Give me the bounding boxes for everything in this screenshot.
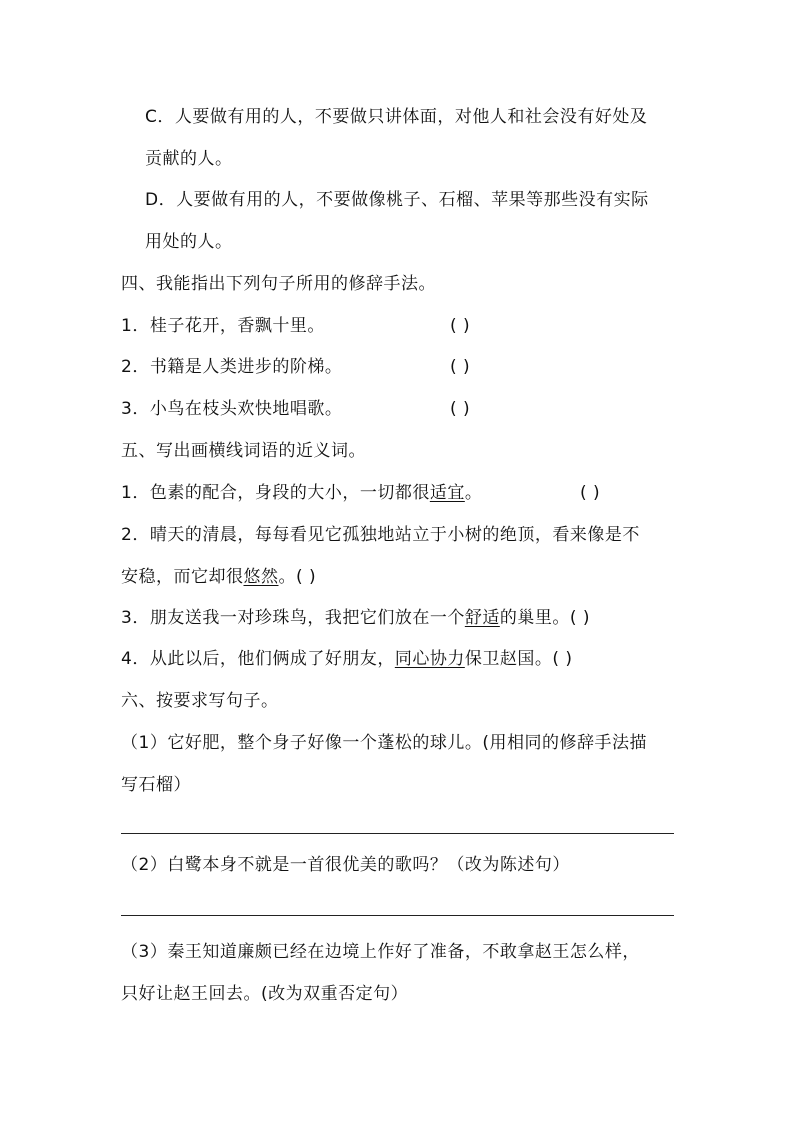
section6-question-1-line2: 写石榴） bbox=[121, 775, 191, 795]
answer-paren-4-2[interactable]: ( ) bbox=[450, 357, 471, 377]
q1-end: 。 bbox=[464, 483, 483, 503]
answer-paren-5-1[interactable]: ( ) bbox=[580, 483, 601, 503]
q3-text: 3．朋友送我一对珍珠鸟，我把它们放在一个 bbox=[121, 608, 465, 628]
answer-paren-4-1[interactable]: ( ) bbox=[450, 316, 471, 336]
section4-heading: 四、我能指出下列句子所用的修辞手法。 bbox=[121, 274, 436, 294]
section5-question-1 bbox=[121, 481, 482, 505]
answer-line-6-1[interactable] bbox=[121, 833, 674, 834]
section4-item-2: 2．书籍是人类进步的阶梯。 bbox=[121, 357, 343, 377]
option-d-line2: 用处的人。 bbox=[145, 232, 233, 252]
section4-item-1: 1．桂子花开，香飘十里。 bbox=[121, 316, 325, 336]
section6-question-3-line2: 只好让赵王回去。(改为双重否定句） bbox=[121, 984, 409, 1004]
answer-paren-5-2[interactable]: 。( ) bbox=[278, 567, 317, 587]
section5-question-2-line1: 2．晴天的清晨，每每看见它孤独地站立于小树的绝顶，看来像是不 bbox=[121, 525, 640, 545]
option-d-line1: D．人要做有用的人，不要做像桃子、石榴、苹果等那些没有实际 bbox=[145, 190, 649, 210]
section6-question-2: （2）白鹭本身不就是一首很优美的歌吗？（改为陈述句） bbox=[121, 855, 570, 875]
option-c-line2: 贡献的人。 bbox=[145, 149, 233, 169]
underlined-word: 适宜 bbox=[429, 483, 465, 503]
option-c-line1: C．人要做有用的人，不要做只讲体面，对他人和社会没有好处及 bbox=[145, 107, 648, 127]
underlined-word: 舒适 bbox=[464, 608, 500, 628]
answer-paren-5-3[interactable]: 的巢里。( ) bbox=[499, 608, 590, 628]
section5-question-2-line2 bbox=[121, 565, 316, 589]
underlined-word: 同心协力 bbox=[394, 649, 465, 669]
q2-text: 安稳，而它却很 bbox=[121, 567, 244, 587]
section6-question-1-line1: （1）它好肥，整个身子好像一个蓬松的球儿。(用相同的修辞手法描 bbox=[121, 733, 647, 753]
section5-question-4 bbox=[121, 647, 573, 671]
underlined-word: 悠然 bbox=[243, 567, 279, 587]
section6-question-3-line1: （3）秦王知道廉颇已经在边境上作好了准备，不敢拿赵王怎么样， bbox=[121, 942, 640, 962]
section4-item-3: 3．小鸟在枝头欢快地唱歌。 bbox=[121, 399, 343, 419]
q4-text: 4．从此以后，他们俩成了好朋友， bbox=[121, 649, 395, 669]
section5-heading: 五、写出画横线词语的近义词。 bbox=[121, 441, 366, 461]
answer-paren-5-4[interactable]: 保卫赵国。( ) bbox=[464, 649, 573, 669]
answer-paren-4-3[interactable]: ( ) bbox=[450, 399, 471, 419]
q1-text: 1．色素的配合，身段的大小，一切都很 bbox=[121, 483, 430, 503]
section6-heading: 六、按要求写句子。 bbox=[121, 691, 279, 711]
answer-line-6-2[interactable] bbox=[121, 915, 674, 916]
section5-question-3 bbox=[121, 606, 590, 630]
